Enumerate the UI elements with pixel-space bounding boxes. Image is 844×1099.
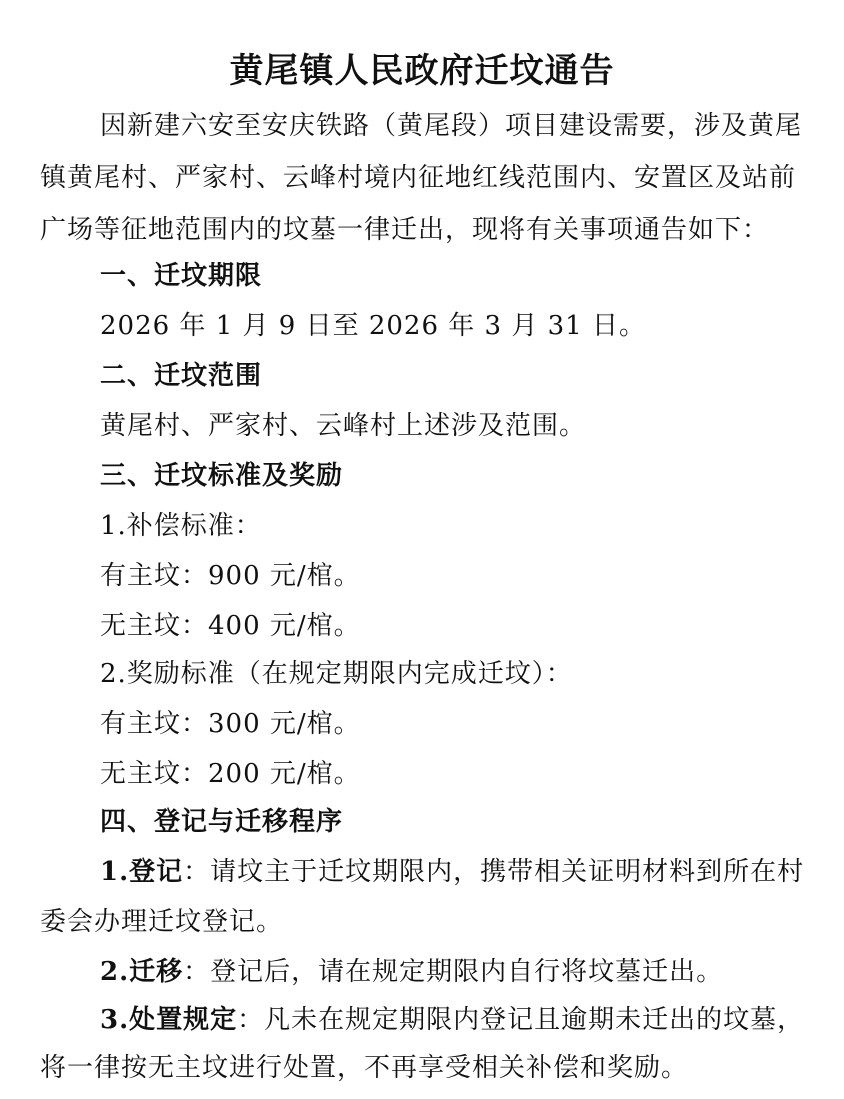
registration-text: ：请坟主于迁坟期限内，携带相关证明材料到所在村 [183, 857, 805, 887]
registration-continued: 委会办理迁坟登记。 [40, 907, 284, 937]
compensation-owned-grave: 有主坟：900 元/棺。 [100, 561, 361, 591]
section-1-text: 2026 年 1 月 9 日至 2026 年 3 月 31 日。 [100, 311, 646, 341]
reward-standard-label: 2.奖励标准（在规定期限内完成迁坟）： [100, 659, 573, 689]
intro-line-2: 镇黄尾村、严家村、云峰村境内征地红线范围内、安置区及站前 [40, 163, 797, 193]
reward-unowned-grave: 无主坟：200 元/棺。 [100, 759, 361, 789]
disposal-item [100, 1000, 804, 1040]
disposal-continued: 将一律按无主坟进行处置，不再享受相关补偿和奖励。 [40, 1053, 689, 1083]
relocation-text: ：登记后，请在规定期限内自行将坟墓迁出。 [183, 957, 724, 987]
page-title: 黄尾镇人民政府迁坟通告 [229, 51, 615, 91]
section-2-heading: 二、迁坟范围 [100, 361, 263, 391]
section-1-heading: 一、迁坟期限 [100, 261, 263, 291]
registration-item [100, 852, 804, 892]
intro-line-3: 广场等征地范围内的坟墓一律迁出，现将有关事项通告如下： [40, 215, 770, 245]
intro-line-1: 因新建六安至安庆铁路（黄尾段）项目建设需要，涉及黄尾 [100, 111, 803, 141]
disposal-text: ：凡未在规定期限内登记且逾期未迁出的坟墓， [237, 1005, 805, 1035]
registration-label: 1.登记 [100, 857, 184, 887]
relocation-label: 2.迁移 [100, 957, 184, 987]
disposal-label: 3.处置规定 [100, 1005, 238, 1035]
section-3-heading: 三、迁坟标准及奖励 [100, 461, 344, 491]
relocation-item [100, 952, 723, 992]
section-2-text: 黄尾村、严家村、云峰村上述涉及范围。 [100, 411, 587, 441]
reward-owned-grave: 有主坟：300 元/棺。 [100, 709, 361, 739]
compensation-standard-label: 1.补偿标准： [100, 511, 262, 541]
section-4-heading: 四、登记与迁移程序 [100, 807, 344, 837]
compensation-unowned-grave: 无主坟：400 元/棺。 [100, 611, 361, 641]
